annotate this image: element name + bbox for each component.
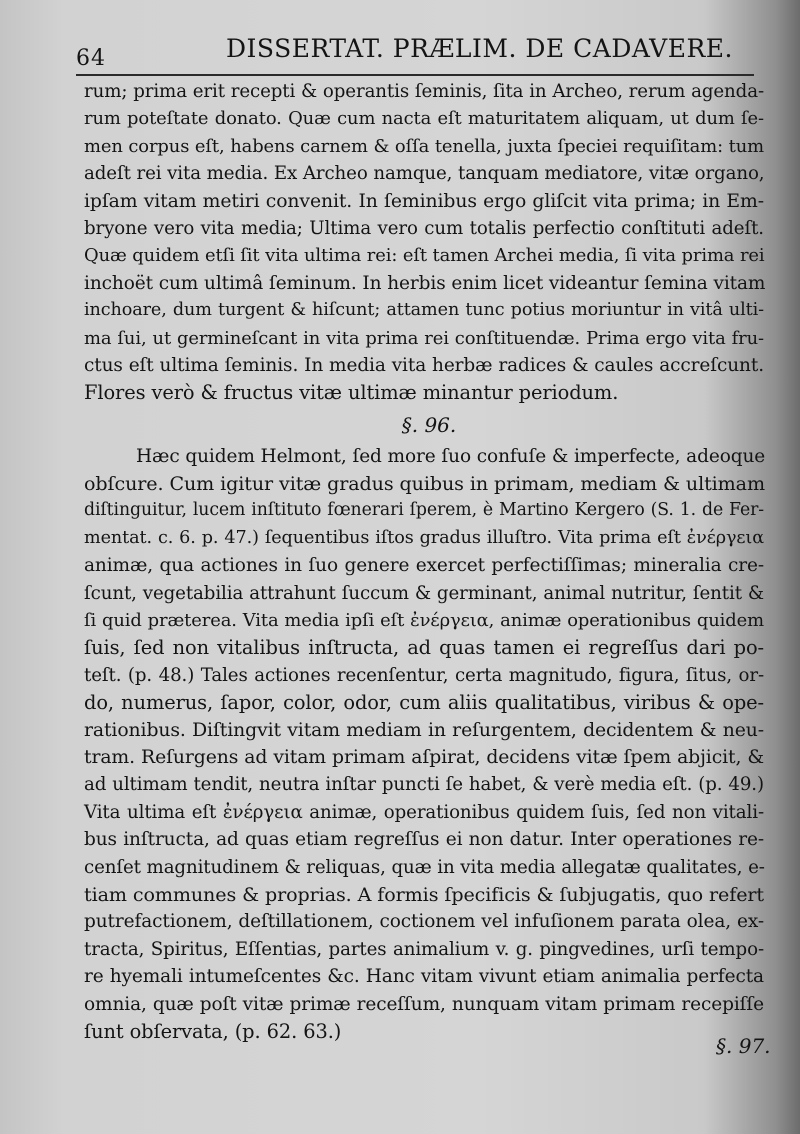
text-line: inchoët cum ultimâ ſeminum. In herbis enim licet videantur ſemina vitam [84,272,766,294]
paragraph-2 [84,443,764,1046]
text-body [84,78,764,1045]
text-line: tram. Reſurgens ad vitam primam aſpirat, decidens vitæ ſpem abjicit, & [84,746,764,768]
text-line: diſtinguitur, lucem inſtituto fœnerari ſperem, è Martino Kergero (S. 1. de Fer- [84,500,764,521]
text-line: Vita ultima eſt ἐνέργεια animæ, operationibus quidem ſuis, ſed non vitali- [84,801,764,823]
text-line: men corpus eſt, habens carnem & oſſa tenella, juxta ſpeciei requiſitam: tum [84,135,764,157]
section-heading: §. 96. [401,412,457,437]
page-number: 64 [76,46,106,71]
text-line: Flores verò & fructus vitæ ultimæ minantur periodum. [84,381,619,405]
text-line: rum; prima erit recepti & operantis ſeminis, ſita in Archeo, rerum agenda- [84,81,764,102]
text-line: ad ultimam tendit, neutra inſtar puncti ſe habet, & verè media eſt. (p. 49.) [84,774,764,796]
text-line: ſuis, ſed non vitalibus inſtructa, ad quas tamen ei regreſſus dari po- [84,636,764,660]
text-line: obſcure. Cum igitur vitæ gradus quibus in primam, mediam & ultimam [84,472,765,496]
text-line: ipſam vitam metiri convenit. In ſeminibus ergo gliſcit vita prima; in Em- [84,190,764,212]
page-header [76,30,756,70]
text-line: ſcunt, vegetabilia attrahunt ſuccum & germinant, animal nutritur, ſentit & [84,582,764,604]
paragraph-1 [84,78,764,407]
running-head: DISSERTAT. PRÆLIM. DE CADAVERE. [226,34,733,63]
text-line: re hyemali intumeſcentes &c. Hanc vitam vivunt etiam animalia perfecta [84,966,764,988]
header-rule [76,74,754,76]
text-line: ma ſui, ut germineſcant in vita prima rei conſtituendæ. Prima ergo vita fru- [84,327,764,349]
text-line: do, numerus, ſapor, color, odor, cum aliis qualitatibus, viribus & ope- [84,691,764,715]
text-line: inchoare, dum turgent & hiſcunt; attamen tunc potius moriuntur in vitâ ulti- [84,300,764,321]
text-line: ctus eſt ultima ſeminis. In media vita herbæ radices & caules accreſcunt. [84,354,764,376]
text-line: putrefactionem, deſtillationem, coctionem vel infuſionem parata olea, ex- [84,911,764,933]
text-line: mentat. c. 6. p. 47.) ſequentibus iſtos gradus illuſtro. Vita prima eſt ἐνέργεια [84,527,764,548]
text-line: bus inſtructa, ad quas etiam regreſſus ei non datur. Inter operationes re- [84,829,764,851]
text-line: animæ, qua actiones in ſuo genere exercet perfectiſſimas; mineralia cre- [84,555,764,577]
text-line: bryone vero vita media; Ultima vero cum totalis perfectio conſtituti adeſt. [84,217,764,239]
text-line: rum poteſtate donato. Quæ cum nacta eſt maturitatem aliquam, ut dum ſe- [84,108,764,130]
text-line: tracta, Spiritus, Eſſentias, partes animalium v. g. pingvedines, urſi tempo- [84,938,764,960]
catchword: §. 97. [716,1034,771,1058]
text-line: Quæ quidem etſi ſit vita ultima rei: eſt tamen Archei media, ſi vita prima rei [84,245,765,267]
text-line: ſi quid præterea. Vita media ipſi eſt ἐνέργεια, animæ operationibus quidem [84,610,764,632]
text-line: ſunt obſervata, (p. 62. 63.) [84,1019,342,1043]
text-line: Hæc quidem Helmont, ſed more ſuo confuſe & imperfecte, adeoque [136,445,766,467]
text-line: adeſt rei vita media. Ex Archeo namque, tanquam mediatore, vitæ organo, [84,163,765,185]
text-line: cenſet magnitudinem & reliquas, quæ in vita media allegatæ qualitates, e- [84,856,765,878]
text-line: omnia, quæ poſt vitæ primæ receſſum, nunquam vitam primam recepiſſe [84,993,764,1015]
text-line: tiam communes & proprias. A formis ſpecificis & ſubjugatis, quo refert [84,882,764,906]
text-line: rationibus. Diſtingvit vitam mediam in reſurgentem, decidentem & neu- [84,719,764,741]
text-line: teſt. (p. 48.) Tales actiones recenſentur, certa magnitudo, figura, ſitus, or- [84,664,764,686]
